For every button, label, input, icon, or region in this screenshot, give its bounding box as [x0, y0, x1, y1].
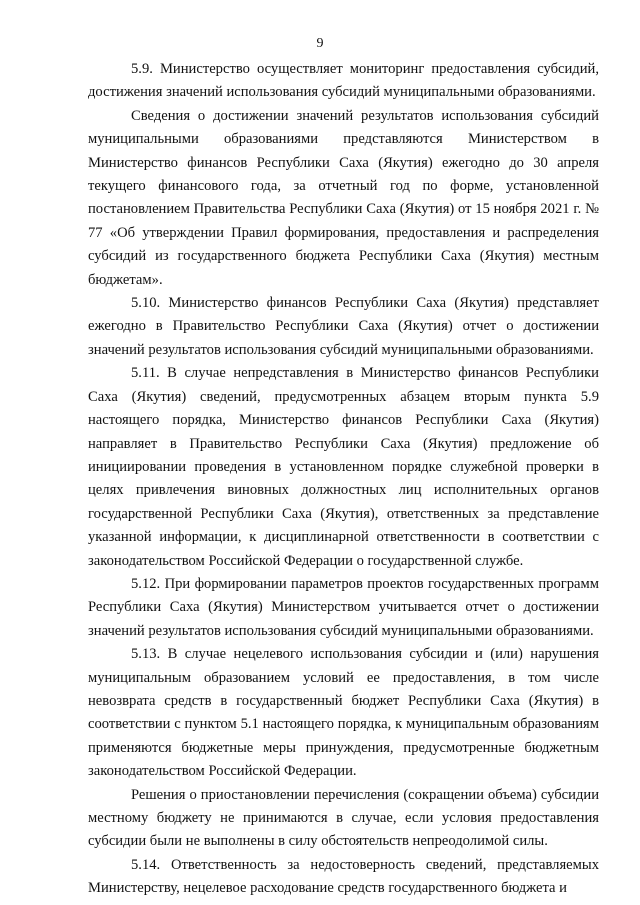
paragraph-5-10: 5.10. Министерство финансов Республики Саха (Якутия) представляет ежегодно в Правительство Республики Саха (Якутия) отчет о достижении значений результатов использования субсидий муниципальными образованиями. — [88, 295, 599, 358]
paragraph-5-13-exception: Решения о приостановлении перечисления (сокращении объема) субсидии местному бюджету не принимаются в случае, если условия предоставления субсидии были не выполнены в силу обстоятельств непреодолимой силы. — [88, 786, 599, 850]
paragraph-5-11: 5.11. В случае непредставления в Министерство финансов Республики Саха (Якутия) сведений, предусмотренных абзацем вторым пункта 5.9 настоящего порядка, Министерство финансов Республики Саха (Якутия) направляет в Правительство Республики Саха (Якутия) предложение об инициировании проведения в установленном порядке служебной проверки в целях привлечения виновных должностных лиц исполнительных органов государственной Республики Саха (Якутия), ответственных за представление указанной информации, к дисциплинарной ответственности в соответствии с законодательством Российской Федерации о государственной службе. — [88, 365, 599, 569]
paragraph-5-14: 5.14. Ответственность за недостоверность сведений, представляемых Министерству, нецелевое расходование средств государственного бюджета и — [88, 856, 599, 897]
paragraph-5-9-reporting: Сведения о достижении значений результатов использования субсидий муниципальными образованиями представляются Министерством в Министерство финансов Республики Саха (Якутия) ежегодно до 30 апреля текущего финансового года, за отчетный год по форме, установленной постановлением Правительства Республики Саха (Якутия) от 15 ноября 2021 г. № 77 «Об утверждении Правил формирования, предоставления и распределения субсидий из государственного бюджета Республики Саха (Якутия) местным бюджетам». — [88, 107, 599, 288]
paragraph-5-9: 5.9. Министерство осуществляет мониторинг предоставления субсидий, достижения значений использования субсидий муниципальными образованиями. — [88, 61, 599, 101]
paragraph-5-13: 5.13. В случае нецелевого использования субсидии и (или) нарушения муниципальным образованием условий ее предоставления, в том числе невозврата средств в государственный бюджет Республики Саха (Якутия) в соответствии с пунктом 5.1 настоящего порядка, к муниципальным образованиям применяются бюджетные меры принуждения, предусмотренные бюджетным законодательством Российской Федерации. — [88, 646, 599, 780]
paragraph-5-12: 5.12. При формировании параметров проектов государственных программ Республики Саха (Якутия) Министерством учитывается отчет о достижении значений результатов использования субсидий муниципальными образованиями. — [88, 575, 599, 639]
document-body — [88, 58, 599, 901]
page-number: 9 — [316, 36, 324, 51]
